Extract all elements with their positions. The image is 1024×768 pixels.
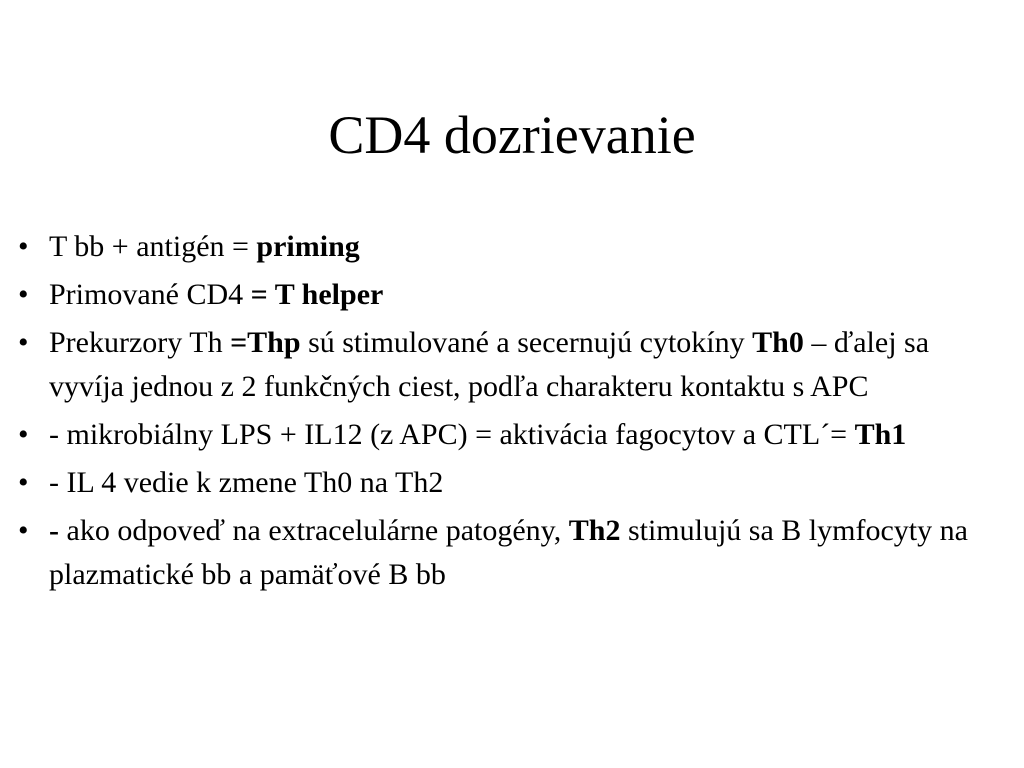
bullet-text: stimulujú sa B lymfocyty na plazmatické bb a pamäťové B bb (49, 514, 968, 591)
bullet-dot-icon: • (18, 514, 29, 547)
bullet-text: – ďalej sa vyvíja jednou z 2 funkčných ciest, podľa charakteru kontaktu s APC (49, 326, 930, 403)
bullet-text: Primované CD4 (49, 278, 251, 311)
bullet-bold-text: - (49, 514, 59, 547)
bullet-text: - mikrobiálny LPS + IL12 (z APC) = aktivácia fagocytov a CTL´= (49, 418, 855, 451)
bullet-bold-text: priming (256, 230, 360, 263)
bullet-list (18, 225, 1003, 601)
bullet-bold-text: =Thp (230, 326, 301, 359)
bullet-bold-text: = T helper (250, 278, 384, 311)
bullet-item (18, 321, 1003, 409)
bullet-text: - IL 4 vedie k zmene Th0 na Th2 (49, 466, 444, 499)
bullet-text: T bb + antigén = (49, 230, 257, 263)
bullet-dot-icon: • (18, 466, 29, 499)
bullet-bold-text: Th1 (854, 418, 907, 451)
bullet-item (18, 461, 1003, 505)
bullet-bold-text: Th0 (752, 326, 804, 359)
bullet-item (18, 273, 1003, 317)
bullet-item (18, 413, 1003, 457)
bullet-dot-icon: • (18, 230, 29, 263)
bullet-dot-icon: • (18, 418, 29, 451)
bullet-text: ako odpoveď na extracelulárne patogény, (59, 514, 569, 547)
bullet-bold-text: Th2 (568, 514, 621, 547)
bullet-dot-icon: • (18, 326, 29, 359)
bullet-item (18, 509, 1003, 597)
bullet-item (18, 225, 1003, 269)
bullet-text: Prekurzory Th (49, 326, 231, 359)
bullet-text: sú stimulované a secernujú cytokíny (300, 326, 753, 359)
bullet-dot-icon: • (18, 278, 29, 311)
slide-title: CD4 dozrievanie (328, 105, 696, 165)
